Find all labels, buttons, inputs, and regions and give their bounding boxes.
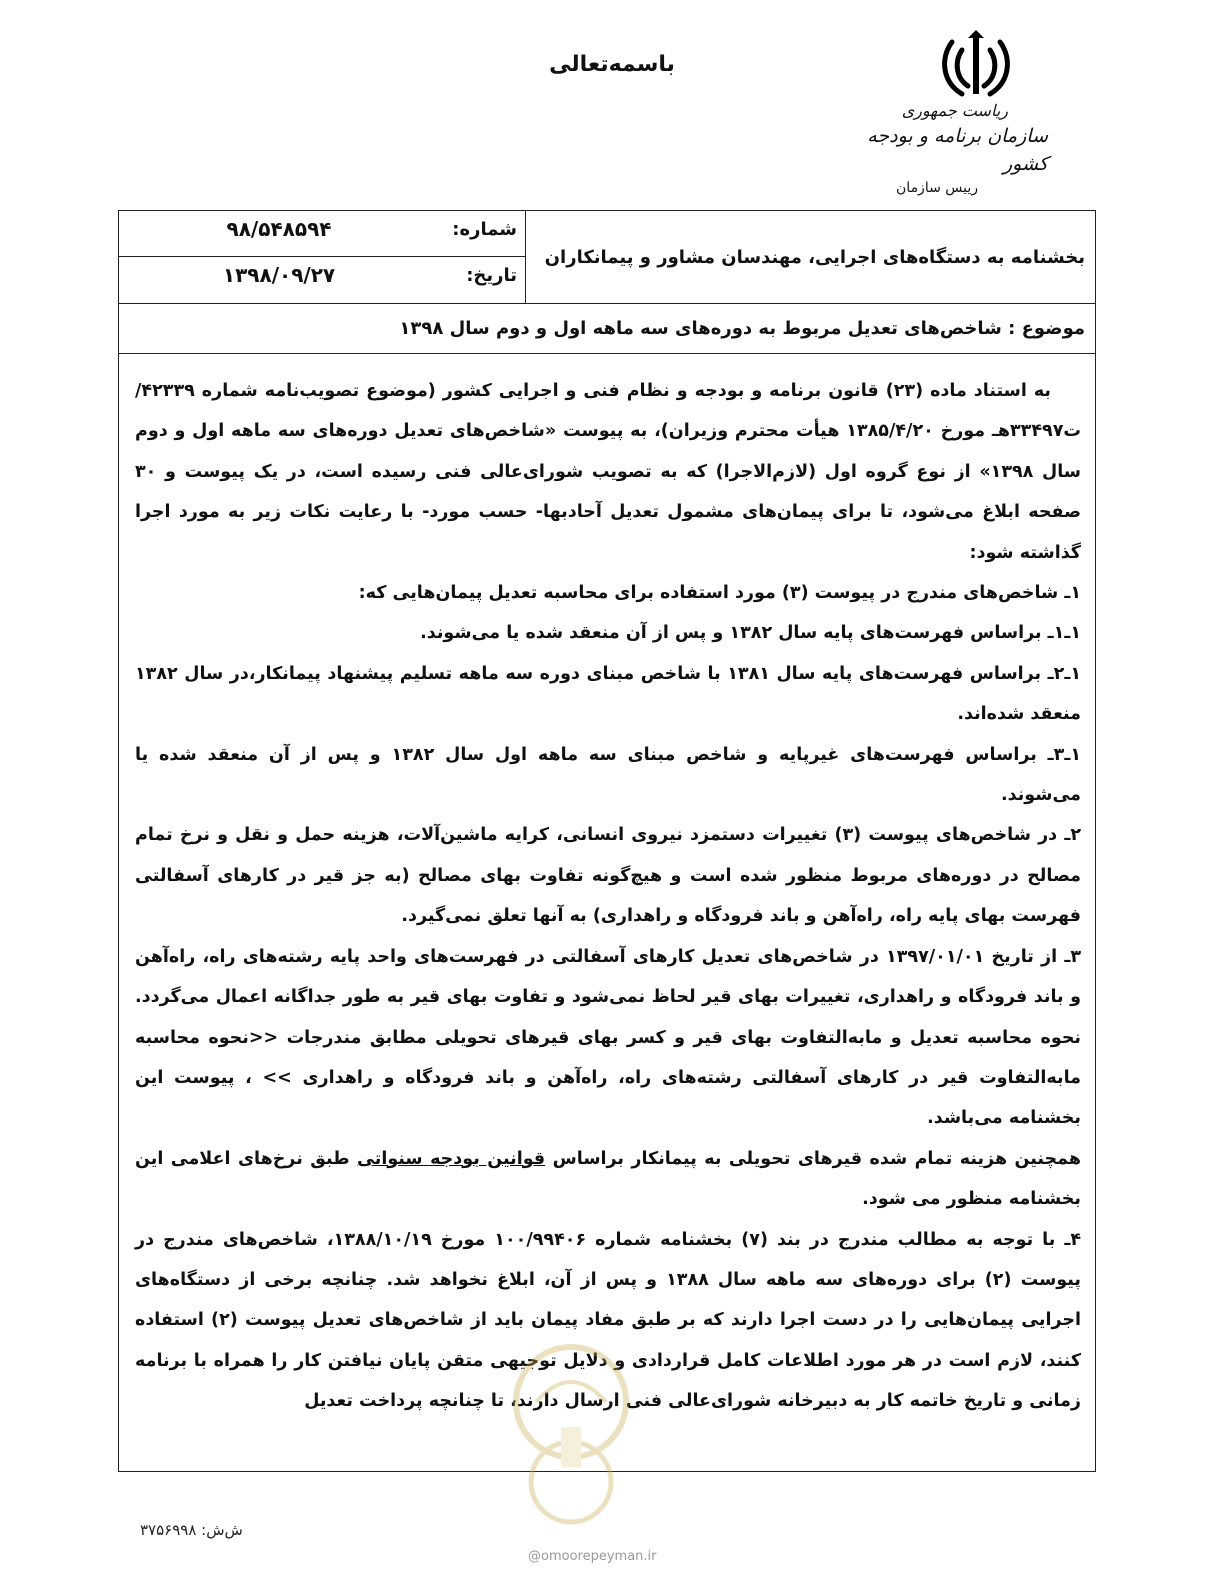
item-1-2: ۱ـ۲ـ براساس فهرست‌های پایه سال ۱۳۸۱ با شاخص مبنای دوره سه ماهه تسلیم پیشنهاد پیمانکار،در سال ۱۳۸۲ منعقد شده‌اند. <box>135 663 1082 725</box>
date-label: تاریخ: <box>466 265 517 286</box>
intro-paragraph: به استناد ماده (۲۳) قانون برنامه و بودجه و نظام فنی و اجرایی کشور (موضوع تصویب‌نامه شماره ۴۲۳۳۹/ت۳۳۴۹۷هـ مورخ ۱۳۸۵/۴/۲۰ هیأت محترم وزیران)، به پیوست «شاخص‌های تعدیل دوره‌های سه ماهه اول و دوم سال ۱۳۹۸» از نوع گروه اول (لازم‌الاجرا) که به تصویب شورای‌عالی فنی رسیده است، در یک پیوست و ۳۰ صفحه ابلاغ می‌شود، تا برای پیمان‌های مشمول تعدیل آحادبها- حسب مورد- با رعایت نکات زیر به مورد اجرا گذاشته شود: <box>135 381 1082 563</box>
recipient-line: بخشنامه به دستگاه‌های اجرایی، مهندسان مشاور و پیمانکاران <box>544 246 1085 268</box>
item-3: ۳ـ از تاریخ ۱۳۹۷/۰۱/۰۱ در شاخص‌های تعدیل کارهای آسفالتی در فهرست‌های واحد پایه رشته‌های راه، راه‌آهن و باند فرودگاه و راهداری، تغییرات بهای قیر لحاظ نمی‌شود و تفاوت بهای قیر به طور جداگانه اعمال می‌گردد. نحوه محاسبه تعدیل و مابه‌التفاوت بهای قیر و کسر بهای قیرهای تحویلی مطابق مندرجات <<نحوه محاسبه مابه‌التفاوت قیر در کارهای آسفالتی رشته‌های راه، راه‌آهن و باند فرودگاه و راهداری >> ، پیوست این بخشنامه می‌باشد. <box>135 946 1082 1129</box>
number-value: ۹۸/۵۴۸۵۹۴ <box>226 217 332 241</box>
organization-block <box>828 100 1048 198</box>
org-line-presidency: ریاست جمهوری <box>901 101 1008 120</box>
footer-site: @omoorepeyman.ir <box>528 1549 657 1564</box>
item-3-extra-underlined: قوانین بودجه سنواتی <box>357 1148 546 1169</box>
footer-reference: ش‌ش: ۳۷۵۶۹۹۸ <box>140 1521 243 1539</box>
subject-line: موضوع : شاخص‌های تعدیل مربوط به دوره‌های سه ماهه اول و دوم سال ۱۳۹۸ <box>399 317 1085 339</box>
date-value: ۱۳۹۸/۰۹/۲۷ <box>222 263 336 287</box>
letter-body <box>135 371 1081 1422</box>
item-3-extra-after: طبق نرخ‌های اعلامی این بخشنامه منظور می شود. <box>135 1148 1081 1210</box>
item-1-1: ۱ـ۱ـ براساس فهرست‌های پایه سال ۱۳۸۲ و پس از آن منعقد شده یا می‌شوند. <box>420 623 1081 644</box>
iran-emblem-icon <box>938 28 1014 104</box>
meta-row-divider <box>119 256 525 257</box>
letter-frame <box>118 210 1096 1472</box>
item-4: ۴ـ با توجه به مطالب مندرج در بند (۷) بخشنامه شماره ۱۰۰/۹۹۴۰۶ مورخ ۱۳۸۸/۱۰/۱۹، شاخص‌های مندرج در پیوست (۲) برای دوره‌های سه ماهه سال ۱۳۸۸ و پس از آن، ابلاغ نخواهد شد. چنانچه برخی از دستگاه‌های اجرایی پیمان‌هایی را در دست اجرا دارند که بر طبق مفاد پیمان باید از شاخص‌های تعدیل پیوست (۲) استفاده کنند، لازم است در هر مورد اطلاعات کامل قراردادی و دلایل توجیهی متقن پایان نیافتن کار را همراه با برنامه زمانی و تاریخ خاتمه کار به دبیرخانه شورای‌عالی فنی ارسال دارند، تا چنانچه پرداخت تعدیل <box>135 1229 1082 1412</box>
item-2: ۲ـ در شاخص‌های پیوست (۳) تغییرات دستمزد نیروی انسانی، کرایه ماشین‌آلات، هزینه حمل و نقل و نرخ تمام مصالح در دوره‌های مربوط منظور شده است و هیچ‌گونه تفاوت بهای مصالح (به جز قیر در کارهای آسفالتی فهرست بهای پایه راه، راه‌آهن و باند فرودگاه و راهداری) به آنها تعلق نمی‌گیرد. <box>135 825 1081 927</box>
item-3-extra <box>135 1139 1081 1220</box>
org-line-organization: سازمان برنامه و بودجه کشور <box>867 125 1048 175</box>
watermark-seal-icon <box>506 1332 636 1532</box>
bismillah-heading: باسمه‌تعالی <box>549 52 675 77</box>
item-3-extra-before: همچنین هزینه تمام شده قیرهای تحویلی به پیمانکار براساس <box>552 1148 1082 1169</box>
number-label: شماره: <box>452 219 517 240</box>
item-1: ۱ـ شاخص‌های مندرج در پیوست (۳) مورد استفاده برای محاسبه تعدیل پیمان‌هایی که: <box>358 583 1081 604</box>
item-1-3: ۱ـ۳ـ براساس فهرست‌های غیرپایه و شاخص مبنای سه ماهه اول سال ۱۳۸۲ و پس از آن منعقد شده یا می‌شوند. <box>135 744 1081 806</box>
org-line-head: رییس سازمان <box>896 180 978 196</box>
subject-bottom-border <box>119 353 1095 354</box>
